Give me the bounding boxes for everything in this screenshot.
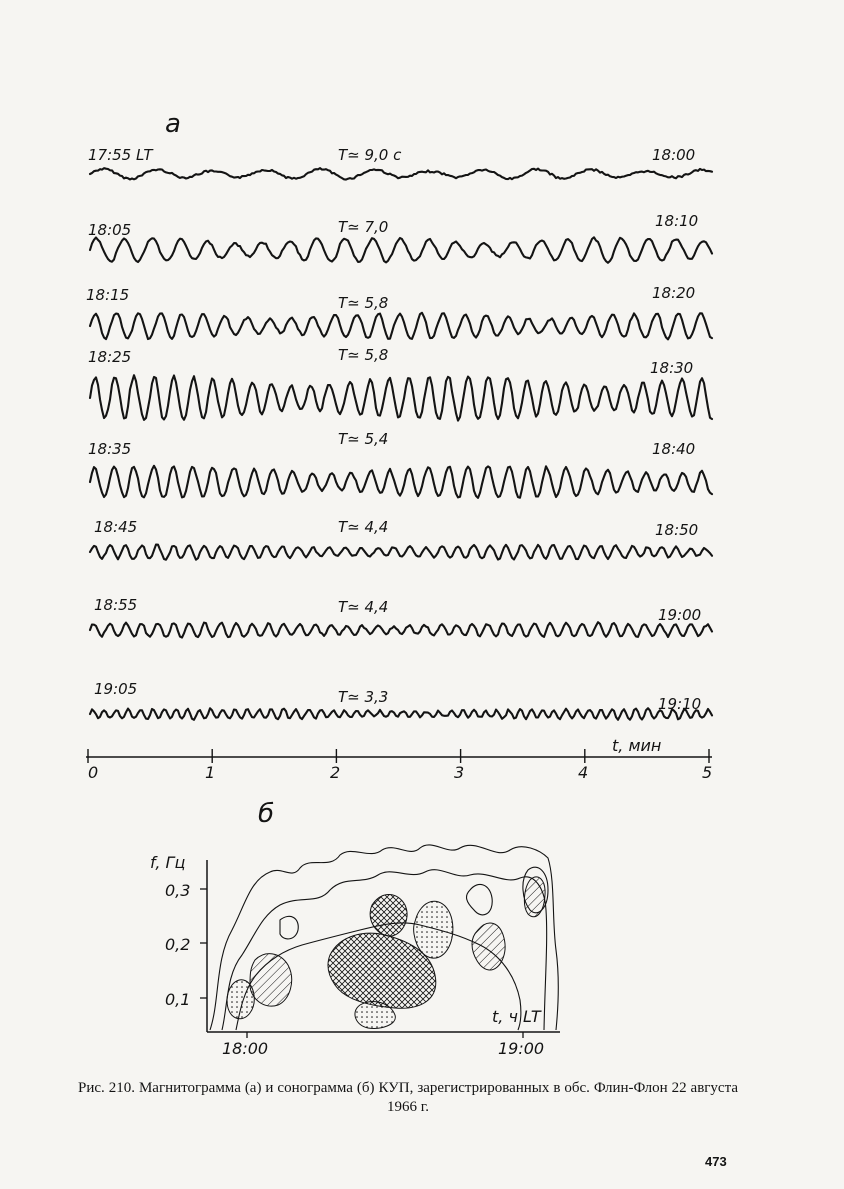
trace-row-3 [86,284,712,339]
magnetogram-trace-5 [90,466,712,498]
panel-a-label: a [165,109,181,139]
sonogram-x-label: t, ч LT [492,1007,541,1026]
trace-2-end: 18:10 [655,212,699,230]
trace-5-start: 18:35 [88,440,132,458]
trace-row-6 [90,518,712,560]
sonogram [150,845,560,1058]
trace-8-period: T≃ 3,3 [338,688,389,706]
sonogram-y-tick-0-1: 0,1 [165,990,191,1009]
sonogram-x-tick-1900: 19:00 [498,1039,545,1058]
sonogram-y-label: f, Гц [150,853,186,872]
sonogram-x-tick-1800: 18:00 [222,1039,269,1058]
tick-label-0: 0 [88,763,99,782]
trace-2-period: T≃ 7,0 [338,218,389,236]
magnetogram-trace-4 [90,375,712,420]
trace-8-start: 19:05 [94,680,138,698]
trace-row-5 [88,430,712,498]
figure-caption: Рис. 210. Магнитограмма (а) и сонограмма (б) КУП, зарегистрированных в обс. Флин-Флон 22 августа 1966 г. [78,1080,738,1115]
trace-row-2 [88,212,712,263]
tick-label-5: 5 [702,763,713,782]
trace-5-period: T≃ 5,4 [338,430,389,448]
trace-row-1 [88,146,712,180]
trace-1-period: T≃ 9,0 c [338,146,402,164]
trace-3-period: T≃ 5,8 [338,294,389,312]
trace-row-4 [88,346,712,421]
trace-6-end: 18:50 [655,521,699,539]
tick-label-2: 2 [330,763,341,782]
trace-3-start: 18:15 [86,286,130,304]
trace-4-end: 18:30 [650,359,694,377]
trace-6-start: 18:45 [94,518,138,536]
magnetogram-trace-1 [90,168,712,180]
tick-label-3: 3 [454,763,465,782]
sonogram-y-tick-0-3: 0,3 [165,881,191,900]
magnetogram-trace-3 [90,313,712,340]
sonogram-regions [227,877,545,1029]
trace-row-7 [90,596,712,638]
trace-2-start: 18:05 [88,221,132,239]
trace-7-period: T≃ 4,4 [338,598,389,616]
magnetogram-trace-6 [90,545,712,560]
panel-b-label: б [258,799,275,829]
trace-1-end: 18:00 [652,146,696,164]
page-number: 473 [705,1154,727,1169]
sonogram-y-tick-0-2: 0,2 [165,935,191,954]
trace-8-end: 19:10 [658,695,702,713]
time-axis-label: t, мин [612,736,662,755]
trace-5-end: 18:40 [652,440,696,458]
magnetogram-trace-8 [90,708,712,720]
tick-label-4: 4 [578,763,589,782]
trace-3-end: 18:20 [652,284,696,302]
magnetogram-trace-2 [90,237,712,262]
trace-4-period: T≃ 5,8 [338,346,389,364]
magnetogram-trace-7 [90,622,712,637]
trace-7-start: 18:55 [94,596,138,614]
tick-label-1: 1 [205,763,216,782]
trace-6-period: T≃ 4,4 [338,518,389,536]
trace-4-start: 18:25 [88,348,132,366]
time-axis [86,736,712,782]
trace-row-8 [90,680,712,720]
trace-7-end: 19:00 [658,606,702,624]
trace-1-start: 17:55 LT [88,146,153,164]
